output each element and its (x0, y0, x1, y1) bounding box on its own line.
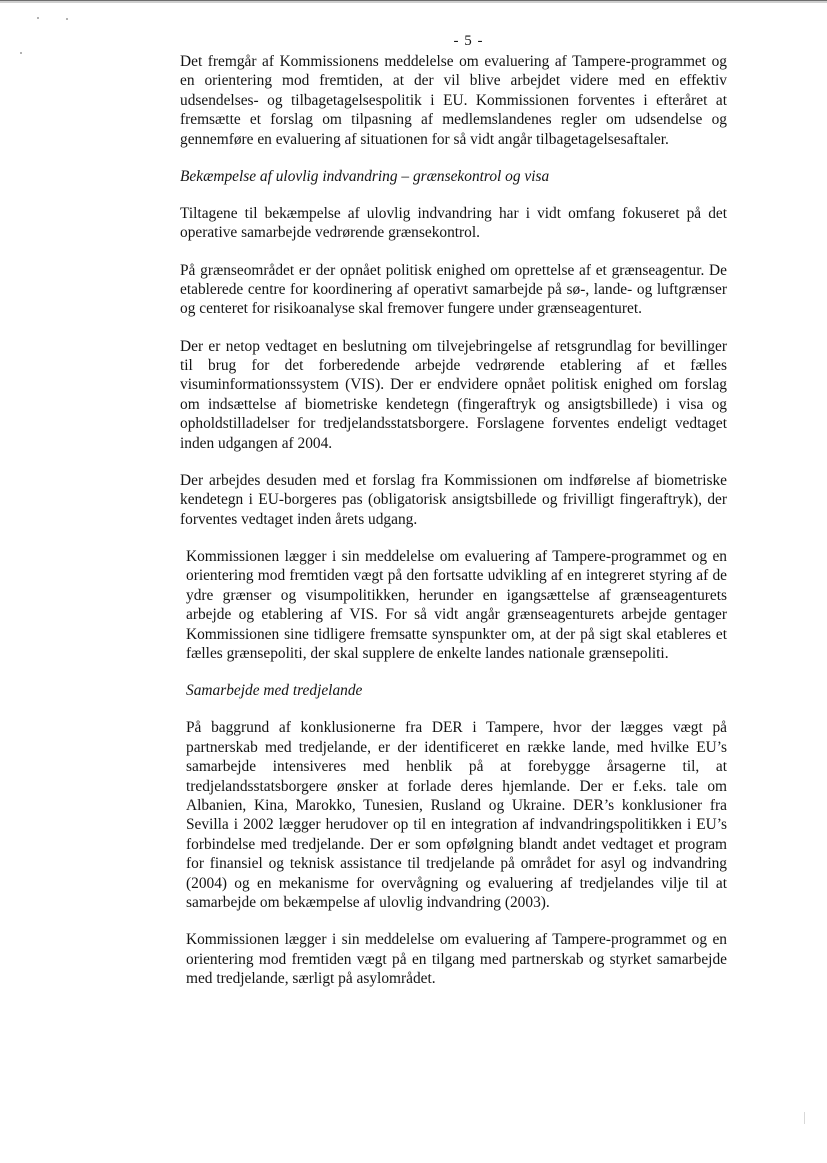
paragraph: På baggrund af konklusionerne fra DER i Tampere, hvor der lægges vægt på partnerskab med tredjelande, er der identificeret en række lande, med hvilke EU’s samarbejde intensiveres med henblik på at forebygge årsagerne til, at tredjelandsstatsborgere ønsker at forlade deres hjemlande. Der er f.eks. tale om Albanien, Kina, Marokko, Tunesien, Rusland og Ukraine. DER’s konklusioner fra Sevilla i 2002 lægger herudover op til en integration af indvandringspolitikken i EU’s forbindelse med tredjelande. Der er som opfølgning blandt andet vedtaget et program for finansiel og teknisk assistance til tredjelande på området for asyl og indvandring (2004) og en mekanisme for overvågning og evaluering af tredjelandes vilje til at samarbejde om bekæmpelse af ulovlig indvandring (2003). (186, 719, 727, 911)
paragraph: Kommissionen lægger i sin meddelelse om evaluering af Tampere-programmet og en orientering mod fremtiden vægt på den fortsatte udvikling af en integreret styring af de ydre grænser og visumpolitikken, herunder en igangsættelse af grænseagenturets arbejde og etablering af VIS. For så vidt angår grænseagenturets arbejde gentager Kommissionen sine tidligere fremsatte synspunkter om, at der på sigt skal etableres et fælles grænsepoliti, der skal supplere de enkelte landes nationale grænsepoliti. (186, 547, 727, 662)
paragraph: På grænseområdet er der opnået politisk enighed om oprettelse af et grænseagentur. De etablerede centre for koordinering af operativt samarbejde på sø-, lande- og luftgrænser og centeret for risikoanalyse skal fremover fungere under grænseagenturet. (180, 261, 727, 318)
section-heading: Bekæmpelse af ulovlig indvandring – grænsekontrol og visa (180, 167, 550, 185)
paragraph: Der er netop vedtaget en beslutning om tilvejebringelse af retsgrundlag for bevillinger til brug for det forberedende arbejde vedrørende etablering af et fælles visuminformationssystem (VIS). Der er endvidere opnået politisk enighed om forslag om indsættelse af biometriske kendetegn (fingeraftryk og ansigtsbillede) i visa og opholdstilladelser for tredjelandsstatsborgere. Forslagene forventes endeligt vedtaget inden udgangen af 2004. (180, 337, 727, 452)
scan-top-edge (0, 0, 827, 3)
paragraph: Tiltagene til bekæmpelse af ulovlig indvandring har i vidt omfang fokuseret på det operative samarbejde vedrørende grænsekontrol. (180, 205, 727, 242)
section-heading: Samarbejde med tredjelande (186, 682, 363, 700)
document-body (180, 52, 727, 1006)
paragraph: Det fremgår af Kommissionens meddelelse om evaluering af Tampere-programmet og en orientering mod fremtiden, at der vil blive arbejdet videre med en effektiv udsendelses- og tilbagetagelsespolitik i EU. Kommissionen forventes i efteråret at fremsætte et forslag om tilpasning af medlemslandenes regler om udsendelse og gennemføre en evaluering af situationen for så vidt angår tilbagetagelsesaftaler. (180, 53, 727, 148)
paragraph: Kommissionen lægger i sin meddelelse om evaluering af Tampere-programmet og en orientering mod fremtiden vægt på en tilgang med partnerskab og styrket samarbejde med tredjelande, særligt på asylområdet. (186, 931, 727, 988)
scan-speck (66, 18, 68, 20)
page-number: - 5 - (453, 33, 484, 49)
scan-margin-mark (804, 1112, 805, 1124)
scan-speck (20, 52, 22, 54)
paragraph: Der arbejdes desuden med et forslag fra Kommissionen om indførelse af biometriske kendetegn i EU-borgeres pas (obligatorisk ansigtsbillede og frivilligt fingeraftryk), der forventes vedtaget inden årets udgang. (180, 471, 727, 528)
scan-speck (37, 17, 39, 19)
